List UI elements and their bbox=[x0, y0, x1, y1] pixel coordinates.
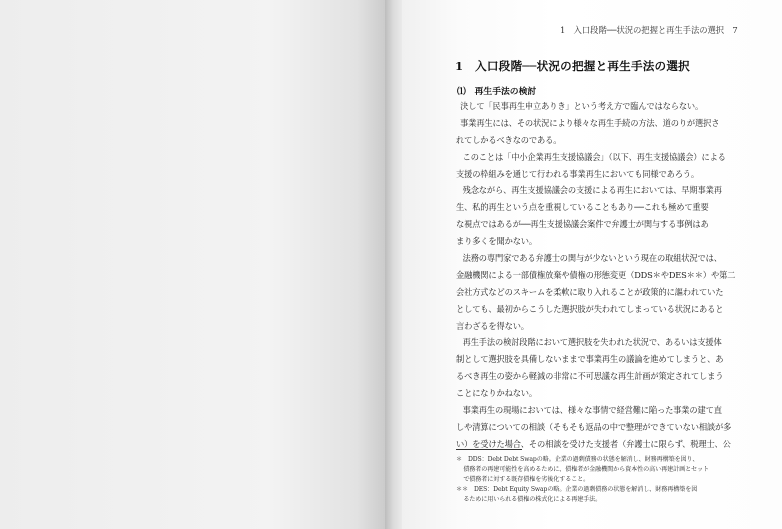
body-line: 金融機関による一部債権放棄や債権の形態変更（DDS＊やDES＊＊）や第二 bbox=[456, 269, 736, 280]
footnote-line: ＊ DDS：Debt Debt Swapの略。企業の過剰債務の状態を解消し、財務再構築を図り、 bbox=[456, 456, 699, 463]
body-line: ことになりかねない。 bbox=[456, 388, 538, 399]
running-head: 1 入口段階──状況の把握と再生手法の選択 7 bbox=[560, 25, 738, 35]
footnote-rule bbox=[456, 449, 522, 450]
footnote-line: ＊＊ DES：Debt Equity Swapの略。企業の過剰債務の状態を解消し、財務再構築を図 bbox=[456, 486, 698, 494]
body-line: 言わざるを得ない。 bbox=[456, 320, 529, 331]
body-line: まり多くを聞かない。 bbox=[456, 236, 538, 247]
body-line: 支援の枠組みを通じて行われる事業再生においても同様であろう。 bbox=[456, 168, 700, 179]
body-line: 事業再生には、その状況により様々な再生手続の方法、道のりが選択さ bbox=[460, 117, 720, 128]
body-line: としても、最初からこうした選択肢が失われてしまっている状況にあると bbox=[456, 303, 724, 314]
body-line: 再生手法の検討段階において選択肢を失われた状況で、あるいは支援体 bbox=[462, 337, 722, 348]
body-line: 会社方式などのスキームを柔軟に取り入れることが政策的に謳われていた bbox=[456, 286, 724, 297]
footnote-line: で債務者に対する既存債権を劣後化すること。 bbox=[463, 476, 590, 484]
footnote-line: るために用いられる債権の株式化による再建手法。 bbox=[463, 496, 602, 504]
body-line: しや清算についての相談（そもそも返品の中で整理ができていない相談が多 bbox=[456, 421, 732, 432]
body-text bbox=[456, 98, 746, 453]
body-line: るべき再生の姿から軽減の非常に不可思議な再生計画が策定されてしまう bbox=[456, 371, 724, 382]
footnotes bbox=[456, 455, 746, 505]
body-line: このことは「中小企業再生支援協議会」（以下、再生支援協議会）による bbox=[462, 151, 726, 162]
body-line: 法務の専門家である弁護士の関与が少ないという現在の取組状況では、 bbox=[462, 253, 722, 264]
body-line: れてしかるべきなのである。 bbox=[456, 134, 562, 145]
subheading: ⑴ 再生手法の検討 bbox=[457, 87, 537, 97]
body-line: 残念ながら、再生支援協議会の支援による再生においては、早期事業再 bbox=[462, 185, 722, 196]
body-line: 決して「民事再生申立ありき」という考え方で臨んではならない。 bbox=[460, 101, 704, 111]
footnote-line: 債務者の再建可能性を高めるために、債権者が金融機関から資本性の高い再建計画とセット bbox=[463, 466, 710, 474]
section-title: 1 入口段階──状況の把握と再生手法の選択 bbox=[455, 59, 690, 73]
body-line: 事業再生の現場においては、様々な事情で経営難に陥った事業の建て直 bbox=[462, 405, 722, 416]
body-line: な視点ではあるが──再生支援協議会案件で弁護士が関与する事例はあ bbox=[456, 219, 709, 230]
left-page-blank bbox=[0, 0, 388, 529]
body-line: 生、私的再生という点を重視していることもあり──これも極めて重要 bbox=[456, 202, 709, 213]
body-line: い）を受けた場合、その相談を受けた支援者（弁護士に限らず、税理士、公 bbox=[456, 438, 731, 449]
body-line: 制として選択肢を具備しないままで事業再生の議論を進めてしまうと、あ bbox=[456, 354, 724, 365]
